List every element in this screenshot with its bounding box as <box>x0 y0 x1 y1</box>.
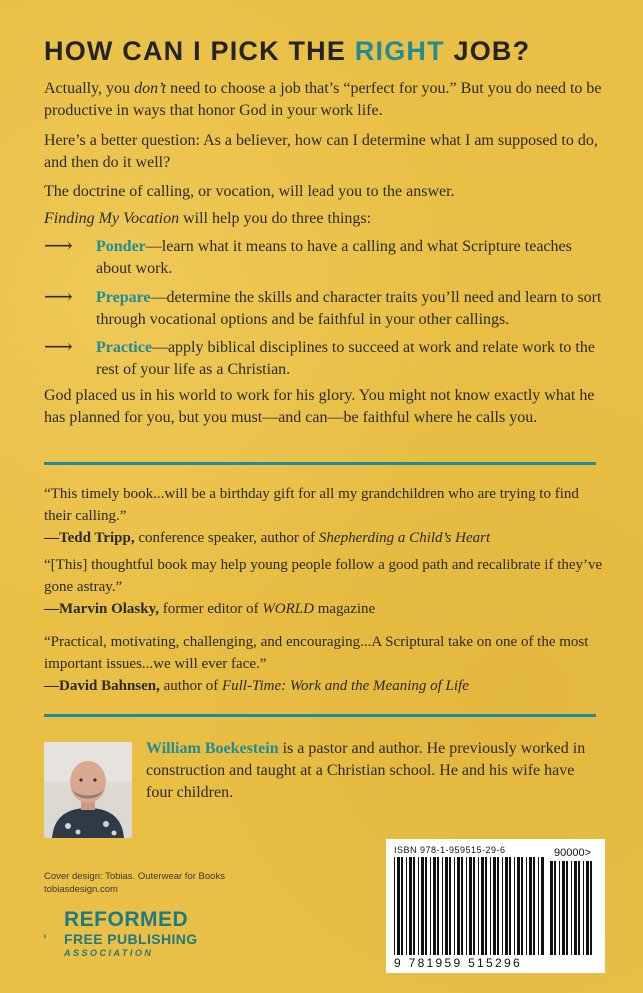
price-code: 90000> <box>554 847 592 859</box>
divider <box>44 714 596 717</box>
intro-paragraph-3: The doctrine of calling, or vocation, will lead you to the answer. <box>44 183 455 200</box>
publisher-name: REFORMED FREE PUBLISHING ASSOCIATION <box>64 908 198 958</box>
intro-paragraph-2: Here’s a better question: As a believer, how can I determine what I am supposed to do, and then do it well? <box>44 132 598 171</box>
endorsement: “Practical, motivating, challenging, and encouraging...A Scriptural take on one of the most important issues...we will ever face.” —David Bahnsen, author of Full-Time: Work and the Meaning of Life <box>44 634 589 694</box>
bullet-term: Ponder <box>96 238 146 255</box>
bullet-ponder: ⟶ Ponder—learn what it means to have a calling and what Scripture teaches about work. <box>44 235 572 277</box>
addon-barcode-bars <box>550 861 596 955</box>
bullet-prepare: ⟶ Prepare—determine the skills and character traits you’ll need and learn to sort through vocational options and be faithful in your other callings. <box>44 286 602 328</box>
barcode <box>386 839 605 973</box>
headline-accent: RIGHT <box>354 36 445 66</box>
author-photo <box>44 742 132 838</box>
barcode-digits: 9 781959 515296 <box>394 956 522 970</box>
isbn-label: ISBN 978-1-959515-29-6 <box>394 845 506 855</box>
divider <box>44 462 596 465</box>
intro-paragraph-1: Actually, you don’t need to choose a job that’s “perfect for you.” But you do need to be productive in ways that honor God in your work life. <box>44 80 602 119</box>
endorsement: “This timely book...will be a birthday gift for all my grandchildren who are trying to find their calling.” —Tedd Tripp, conference speaker, author of Shepherding a Child’s Heart <box>44 486 579 546</box>
cover-credits: Cover design: Tobias. Outerwear for Books tobiasdesign.com <box>44 871 225 895</box>
publisher-logo-icon <box>44 906 64 966</box>
barcode-bars <box>394 857 544 955</box>
arrow-icon: ⟶ <box>44 336 73 358</box>
arrow-icon: ⟶ <box>44 286 73 308</box>
intro-paragraph-4: Finding My Vocation will help you do three things: <box>44 210 372 227</box>
author-bio: William Boekestein is a pastor and author. He previously worked in construction and taught at a Christian school. He and his wife have four children. <box>146 740 586 801</box>
arrow-icon: ⟶ <box>44 235 73 257</box>
bullet-term: Prepare <box>96 289 151 306</box>
headline: HOW CAN I PICK THE RIGHT JOB? <box>44 36 531 66</box>
bullet-practice: ⟶ Practice—apply biblical disciplines to succeed at work and relate work to the rest of your life as a Christian. <box>44 336 595 378</box>
closing-paragraph: God placed us in his world to work for his glory. You might not know exactly what he has planned for you, but you must—and can—be faithful where he calls you. <box>44 387 595 426</box>
author-name: William Boekestein <box>146 740 279 757</box>
bullet-term: Practice <box>96 339 152 356</box>
endorsement: “[This] thoughtful book may help young people follow a good path and recalibrate if they’ve gone astray.” —Marvin Olasky, former editor of WORLD magazine <box>44 557 603 617</box>
